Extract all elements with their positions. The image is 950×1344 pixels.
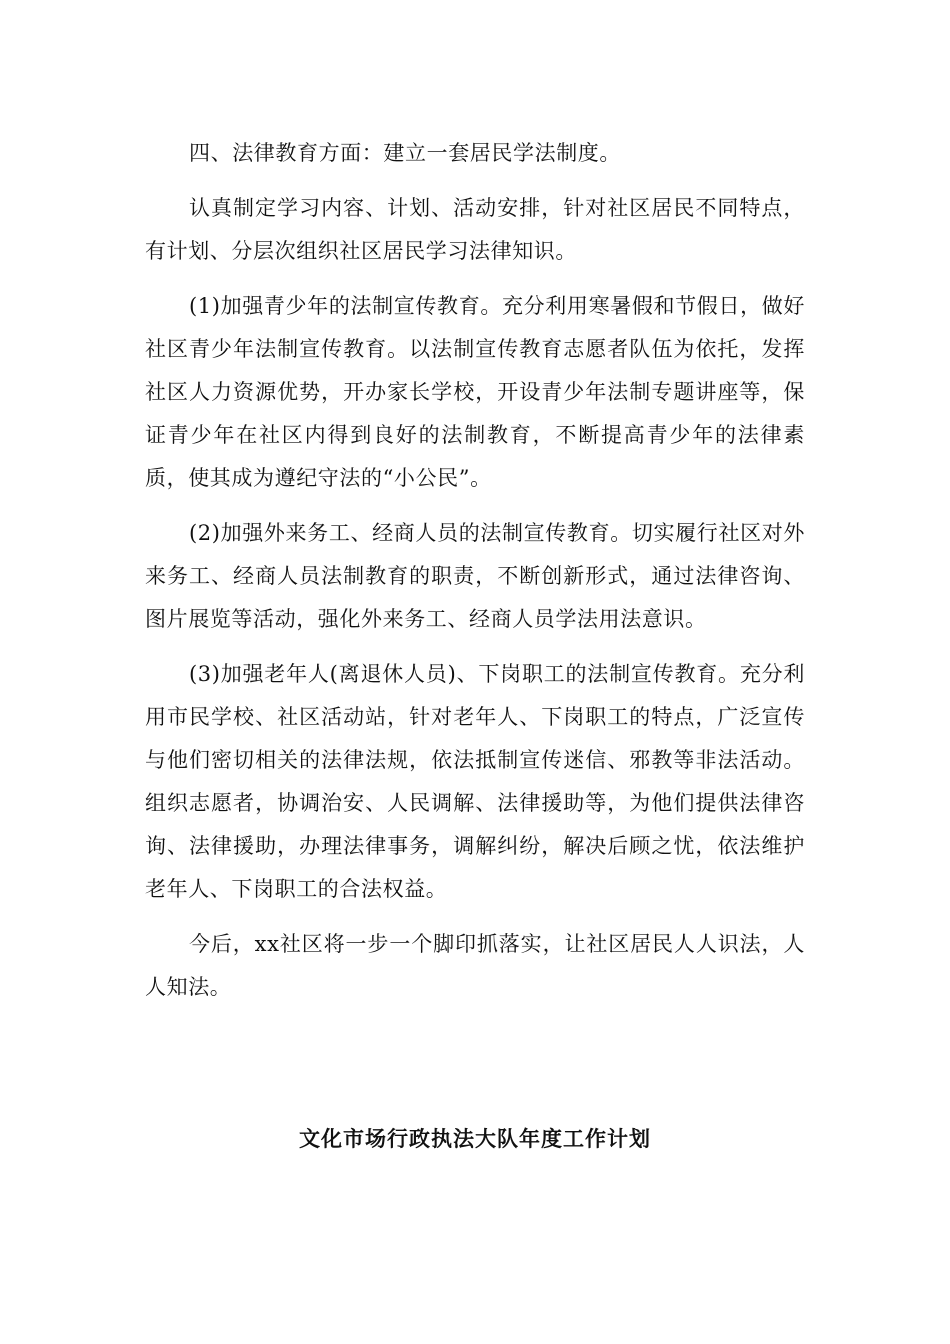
paragraph-youth-education: (1)加强青少年的法制宣传教育。充分利用寒暑假和节假日，做好社区青少年法制宣传教育。以法制宣传教育志愿者队伍为依托，发挥社区人力资源优势，开办家长学校，开设青少年法制专题讲座等，保证青少年在社区内得到良好的法制教育，不断提高青少年的法律素质，使其成为遵纪守法的“小公民”。 — [145, 294, 805, 490]
paragraph-migrant-workers: (2)加强外来务工、经商人员的法制宣传教育。切实履行社区对外来务工、经商人员法制教育的职责，不断创新形式，通过法律咨询、图片展览等活动，强化外来务工、经商人员学法用法意识。 — [145, 521, 805, 631]
paragraph-conclusion: 今后，xx社区将一步一个脚印抓落实，让社区居民人人识法，人人知法。 — [145, 932, 805, 999]
section-heading-legal-education: 四、法律教育方面：建立一套居民学法制度。 — [189, 141, 621, 165]
paragraph-elderly-laid-off: (3)加强老年人(离退休人员)、下岗职工的法制宣传教育。充分利用市民学校、社区活动站，针对老年人、下岗职工的特点，广泛宣传与他们密切相关的法律法规，依法抵制宣传迷信、邪教等非法活动。组织志愿者，协调治安、人民调解、法律援助等，为他们提供法律咨询、法律援助，办理法律事务，调解纠纷，解决后顾之忧，依法维护老年人、下岗职工的合法权益。 — [145, 662, 805, 901]
document-body — [145, 132, 805, 1009]
paragraph-study-plan: 认真制定学习内容、计划、活动安排，针对社区居民不同特点，有计划、分层次组织社区居民学习法律知识。 — [145, 196, 805, 263]
next-document-title: 文化市场行政执法大队年度工作计划 — [299, 1127, 651, 1151]
